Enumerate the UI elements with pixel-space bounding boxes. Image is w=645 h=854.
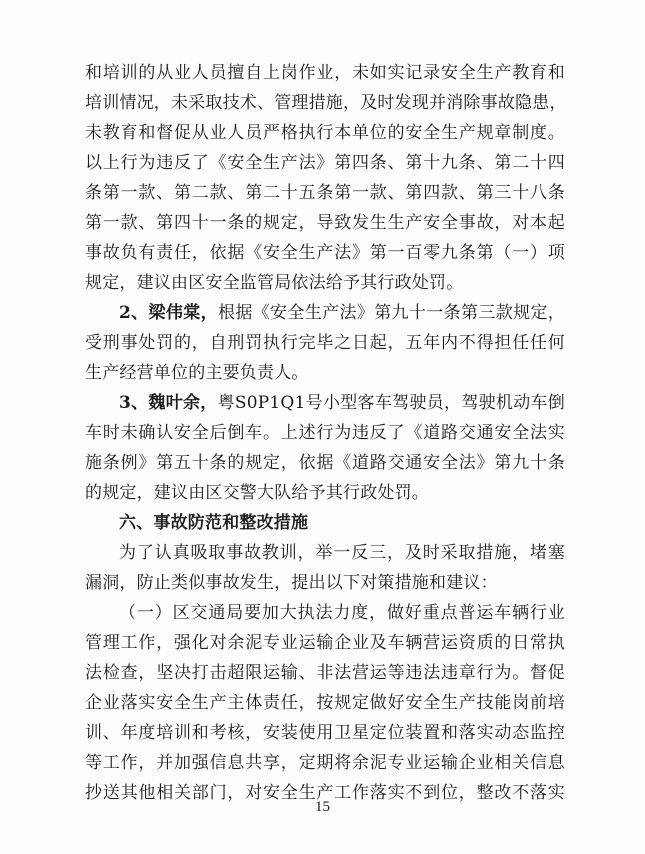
text-line: 受刑事处罚的，自刑罚执行完毕之日起，五年内不得担任任何	[85, 333, 565, 353]
text-line: 规定，建议由区安全监管局依法给予其行政处罚。	[85, 273, 464, 293]
text-line: 条第一款、第二款、第二十五条第一款、第四款、第三十八条	[85, 183, 565, 203]
text-line: 未教育和督促从业人员严格执行本单位的安全生产规章制度。	[85, 123, 565, 143]
text-line: 第一款、第四十一条的规定，导致发生生产安全事故，对本起	[85, 213, 565, 233]
text-line: 的规定，建议由区交警大队给予其行政处罚。	[85, 483, 429, 503]
text-line: 漏洞，防止类似事故发生，提出以下对策措施和建议：	[85, 573, 498, 593]
person-name-label: 3、魏叶余，	[119, 393, 218, 413]
section-heading: 六、事故防范和整改措施	[119, 513, 309, 533]
text-line: 训、年度培训和考核，安装使用卫星定位装置和落实动态监控	[85, 723, 565, 743]
text-line: 以上行为违反了《安全生产法》第四条、第十九条、第二十四	[85, 153, 565, 173]
text-line: 企业落实安全生产主体责任，按规定做好安全生产技能岗前培	[85, 693, 565, 713]
text-line: 3、魏叶余，粤S0P1Q1号小型客车驾驶员，驾驶机动车倒	[119, 393, 566, 413]
document-body	[85, 58, 565, 808]
page-number: 15	[315, 799, 330, 815]
text-line: 和培训的从业人员擅自上岗作业，未如实记录安全生产教育和	[85, 63, 565, 83]
text-line: 法检查，坚决打击超限运输、非法营运等违法违章行为。督促	[85, 663, 565, 683]
text-line: 管理工作，强化对余泥专业运输企业及车辆营运资质的日常执	[85, 633, 565, 653]
text-line: （一）区交通局要加大执法力度，做好重点普运车辆行业	[119, 603, 565, 623]
text-line: 等工作，并加强信息共享，定期将余泥专业运输企业相关信息	[85, 753, 565, 773]
text-line: 2、梁伟棠，根据《安全生产法》第九十一条第三款规定，	[119, 303, 565, 323]
text-line: 为了认真吸取事故教训，举一反三，及时采取措施，堵塞	[119, 543, 565, 563]
text-line: 培训情况，未采取技术、管理措施，及时发现并消除事故隐患，	[85, 93, 567, 113]
text-line: 车时未确认安全后倒车。上述行为违反了《道路交通安全法实	[85, 423, 565, 443]
text-line: 施条例》第五十条的规定，依据《道路交通安全法》第九十条	[85, 453, 565, 473]
text-line: 生产经营单位的主要负责人。	[85, 363, 309, 383]
person-name-label: 2、梁伟棠，	[119, 303, 218, 323]
text-line: 抄送其他相关部门，对安全生产工作落实不到位，整改不落实	[85, 783, 565, 803]
text-line: 事故负有责任，依据《安全生产法》第一百零九条第（一）项	[85, 243, 565, 263]
